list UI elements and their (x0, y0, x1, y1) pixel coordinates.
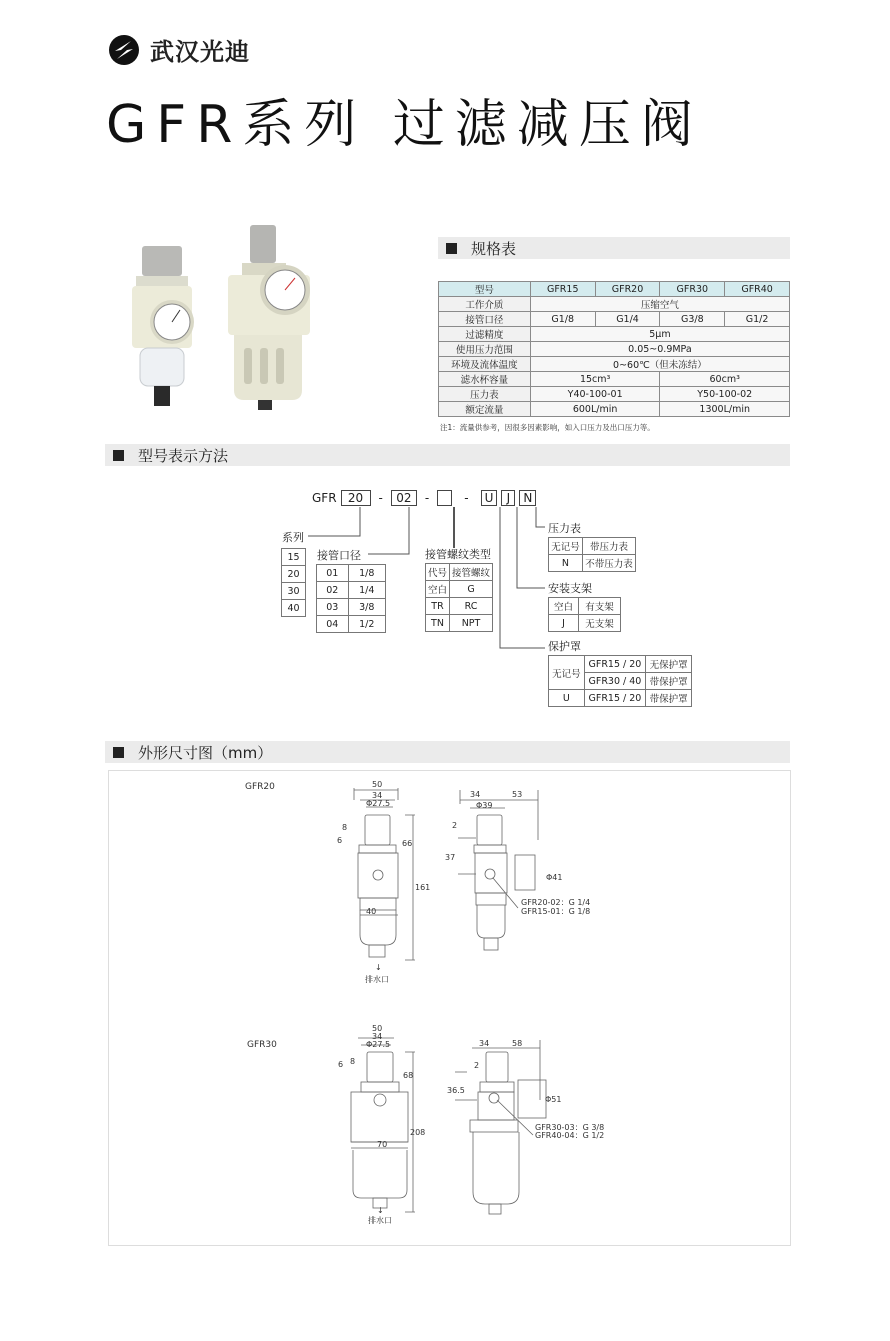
port-callout: GFR20-02：G 1/4 (521, 898, 591, 907)
cell: G1/4 (595, 312, 660, 327)
cell: 0~60℃（但未冻结） (530, 357, 789, 372)
spec-note: 注1：流量供参考，因很多因素影响，如入口压力及出口压力等。 (440, 423, 655, 432)
cell: 1/4 (348, 582, 385, 599)
cell: 空白 (426, 581, 450, 598)
gfr20-front-view (354, 788, 415, 960)
cell: NPT (450, 615, 493, 632)
cell: 15 (282, 549, 306, 566)
drain-label: 排水口 (365, 975, 389, 984)
guard-label: 保护罩 (548, 640, 581, 653)
cell: 1/2 (348, 616, 385, 633)
code-gauge-box: N (519, 490, 536, 506)
dim-label: Φ27.5 (366, 799, 391, 808)
header-cell: GFR30 (660, 282, 725, 297)
dim-label: 50 (372, 780, 383, 789)
port-callout: GFR15-01：G 1/8 (521, 907, 591, 916)
section-title: 规格表 (471, 239, 517, 258)
arrow-down-icon: ↓ (377, 1206, 384, 1215)
dim-label: 36.5 (447, 1086, 465, 1095)
dim-label: 34 (470, 790, 481, 799)
gfr20-side-view (458, 790, 538, 950)
dim-label: 58 (512, 1039, 523, 1048)
cell: 带压力表 (582, 538, 635, 555)
cell: GFR15 / 20 (584, 690, 646, 707)
port-callout: GFR30-03：G 3/8 (535, 1123, 605, 1132)
cell: GFR15 / 20 (584, 656, 646, 673)
cell: 3/8 (348, 599, 385, 616)
cell: 带保护罩 (646, 673, 692, 690)
cell: 代号 (426, 564, 450, 581)
cell: TN (426, 615, 450, 632)
code-bracket-box: J (501, 490, 515, 506)
cell: 03 (317, 599, 349, 616)
dim-label: Φ27.5 (366, 1040, 391, 1049)
cell: Y50-100-02 (660, 387, 790, 402)
cell: 带保护罩 (646, 690, 692, 707)
cell: 1/8 (348, 565, 385, 582)
row-label: 环境及流体温度 (439, 357, 531, 372)
dim-label: 68 (403, 1071, 414, 1080)
cell: 20 (282, 566, 306, 583)
cell: 40 (282, 600, 306, 617)
bracket-label: 安装支架 (548, 582, 592, 595)
cell: GFR30 / 40 (584, 673, 646, 690)
page-title: GFR系列 过滤减压阀 (106, 95, 703, 155)
cell: 空白 (549, 598, 579, 615)
cell: 压缩空气 (530, 297, 789, 312)
port-callout: GFR40-04：G 1/2 (535, 1131, 605, 1140)
gfr20-label: GFR20 (245, 782, 275, 792)
dim-label: 66 (402, 839, 413, 848)
gfr30-front-view (351, 1038, 415, 1212)
series-label: 系列 (282, 531, 304, 544)
header-cell: 型号 (439, 282, 531, 297)
code-guard-box: U (481, 490, 498, 506)
port-label: 接管口径 (317, 549, 361, 562)
cell: 不带压力表 (582, 555, 635, 572)
row-label: 额定流量 (439, 402, 531, 417)
dim-label: 6 (337, 836, 343, 845)
cell: Y40-100-01 (530, 387, 660, 402)
drain-label: 排水口 (368, 1216, 392, 1225)
gfr30-label: GFR30 (247, 1040, 277, 1050)
arrow-down-icon: ↓ (375, 963, 382, 972)
cell: 30 (282, 583, 306, 600)
dim-label: 40 (366, 907, 377, 916)
dim-label: 53 (512, 790, 523, 799)
dim-label: 50 (372, 1024, 383, 1033)
cell: 有支架 (579, 598, 621, 615)
cell: U (549, 690, 585, 707)
cell: 无支架 (579, 615, 621, 632)
code-port-box: 02 (391, 490, 417, 506)
code-dash: - (464, 491, 469, 505)
dim-label: 6 (338, 1060, 344, 1069)
row-label: 工作介质 (439, 297, 531, 312)
thread-label: 接管螺纹类型 (425, 548, 491, 561)
cell: 无保护罩 (646, 656, 692, 673)
row-label: 使用压力范围 (439, 342, 531, 357)
brand-name: 武汉光迪 (150, 38, 250, 66)
row-label: 过滤精度 (439, 327, 531, 342)
row-label: 接管口径 (439, 312, 531, 327)
cell: 接管螺纹 (450, 564, 493, 581)
cell: G (450, 581, 493, 598)
cell: G1/8 (530, 312, 595, 327)
dim-label: 8 (342, 823, 348, 832)
cell: 02 (317, 582, 349, 599)
dim-label: 70 (377, 1140, 388, 1149)
section-title: 型号表示方法 (138, 446, 229, 465)
code-prefix: GFR (312, 491, 337, 505)
gfr30-side-view (455, 1040, 546, 1214)
cell: 0.05~0.9MPa (530, 342, 789, 357)
cell: 1300L/min (660, 402, 790, 417)
code-dash: - (424, 491, 430, 505)
cell: 无记号 (549, 538, 583, 555)
dim-label: 34 (372, 791, 383, 800)
header-cell: GFR40 (725, 282, 790, 297)
dim-label: Φ51 (545, 1095, 562, 1104)
dim-label: Φ41 (546, 873, 563, 882)
cell: G1/2 (725, 312, 790, 327)
cell: 15cm³ (530, 372, 660, 387)
cell: 无记号 (549, 656, 585, 690)
cell: 600L/min (530, 402, 660, 417)
gauge-label: 压力表 (548, 522, 581, 535)
header-cell: GFR15 (530, 282, 595, 297)
dim-label: 2 (452, 821, 458, 830)
dim-label: Φ39 (476, 801, 493, 810)
code-dash: - (378, 491, 383, 505)
row-label: 压力表 (439, 387, 531, 402)
dim-label: 8 (350, 1057, 356, 1066)
dim-label: 208 (410, 1128, 426, 1137)
dim-label: 34 (479, 1039, 490, 1048)
dim-label: 2 (474, 1061, 480, 1070)
cell: J (549, 615, 579, 632)
cell: 60cm³ (660, 372, 790, 387)
header-cell: GFR20 (595, 282, 660, 297)
code-series-box: 20 (341, 490, 371, 506)
dim-label: 34 (372, 1032, 383, 1041)
cell: 5μm (530, 327, 789, 342)
cell: G3/8 (660, 312, 725, 327)
dim-label: 37 (445, 853, 456, 862)
section-title: 外形尺寸图（mm） (138, 743, 273, 762)
cell: 01 (317, 565, 349, 582)
row-label: 滤水杯容量 (439, 372, 531, 387)
dim-label: 161 (415, 883, 431, 892)
cell: RC (450, 598, 493, 615)
cell: N (549, 555, 583, 572)
cell: TR (426, 598, 450, 615)
cell: 04 (317, 616, 349, 633)
